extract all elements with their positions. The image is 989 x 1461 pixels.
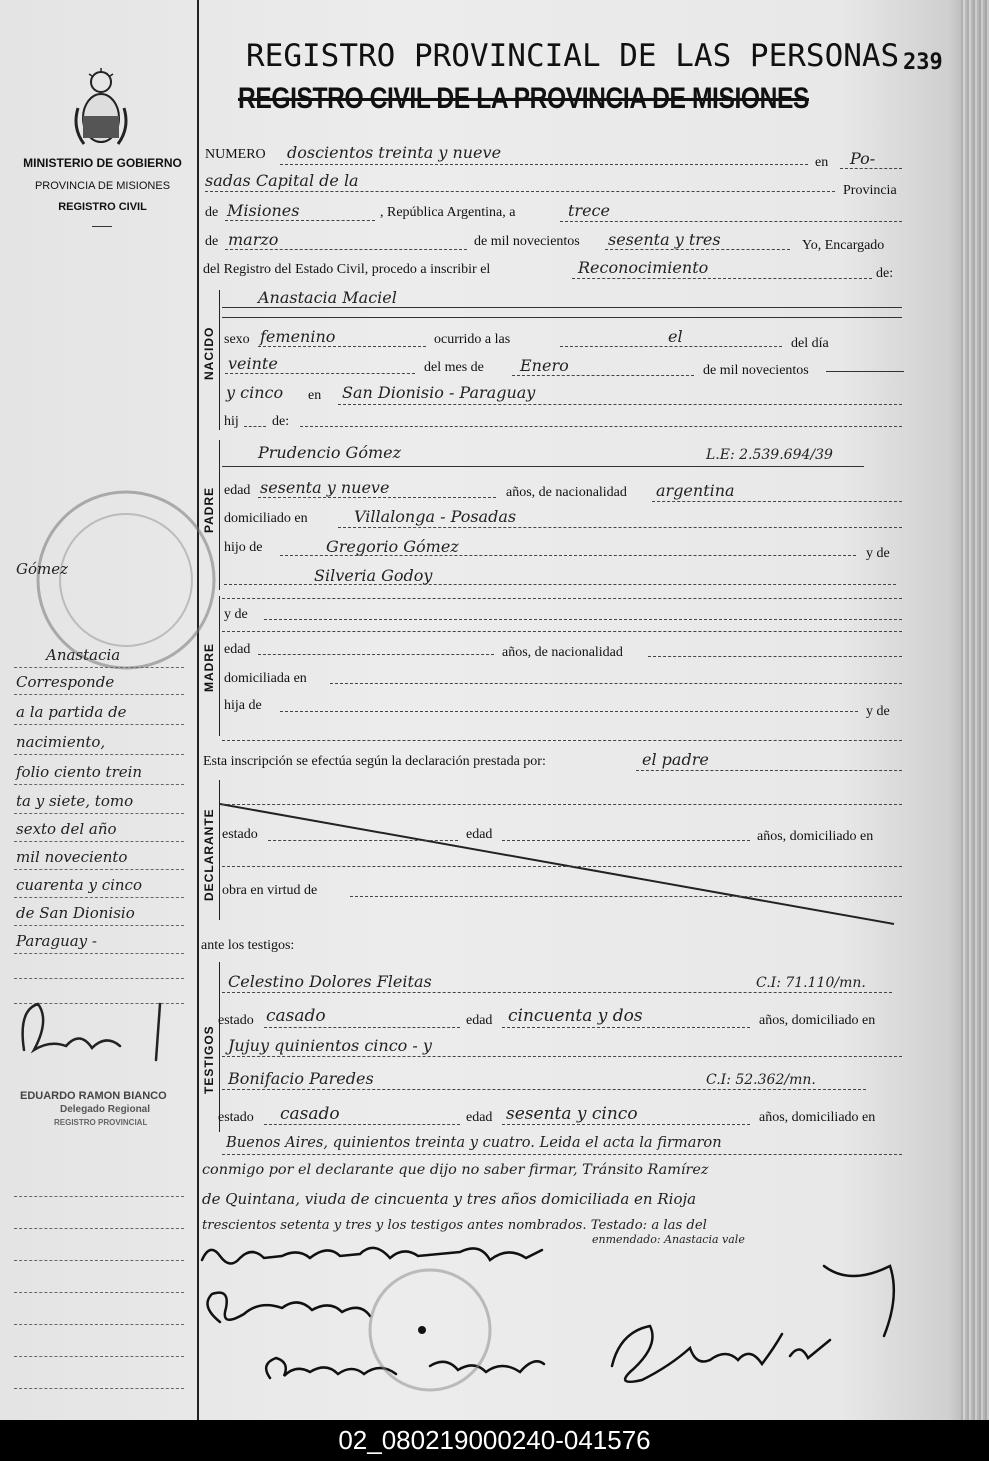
marg-rule	[14, 925, 184, 926]
rule	[350, 896, 902, 897]
margin-signature	[10, 990, 190, 1070]
margin-stamp-line3: REGISTRO PROVINCIAL	[54, 1118, 148, 1127]
footer-code: 02_080219000240-041576	[0, 1420, 989, 1461]
declarante-cancel-line	[220, 800, 900, 930]
round-stamp-2	[360, 1260, 500, 1400]
declarante-estado-label: estado	[222, 827, 258, 842]
act-value: Reconocimiento	[578, 258, 709, 277]
testigos-section-label: TESTIGOS	[202, 1025, 216, 1095]
t2-name: Bonifacio Paredes	[228, 1069, 374, 1088]
t2-doc: C.I: 52.362/mn.	[706, 1072, 816, 1088]
declarante-obra-label: obra en virtud de	[222, 883, 318, 898]
t2-estado-label: estado	[218, 1110, 254, 1125]
rule	[330, 683, 902, 684]
marg-rule	[14, 1324, 184, 1325]
rule	[280, 711, 858, 712]
madre-hija-label: hija de	[224, 698, 262, 713]
rule	[224, 584, 896, 585]
de-label: de	[205, 205, 219, 220]
marg-rule	[14, 897, 184, 898]
rule	[338, 404, 902, 405]
t1-anios-label: años, domiciliado en	[759, 1013, 876, 1028]
t1-name: Celestino Dolores Fleitas	[228, 972, 432, 991]
padre-dom-label: domiciliado en	[224, 511, 308, 526]
rule	[605, 249, 790, 250]
t1-dom: Jujuy quinientos cinco - y	[228, 1036, 432, 1055]
mes-value: Enero	[520, 356, 569, 375]
rule	[338, 527, 902, 528]
de-label-2: de	[205, 234, 219, 249]
madre-dom-label: domiciliada en	[224, 671, 307, 686]
city-value-a: Po-	[850, 149, 876, 168]
rule	[300, 426, 902, 427]
rule	[264, 1027, 460, 1028]
rule	[512, 375, 694, 376]
rule	[222, 1154, 902, 1155]
sexo-value: femenino	[260, 327, 336, 346]
marg-rule	[14, 754, 184, 755]
testigos-bracket	[219, 962, 220, 1132]
ocurrido-label: ocurrido a las	[434, 332, 511, 347]
marg-rule	[14, 1292, 184, 1293]
rule	[280, 555, 856, 556]
t1-estado: casado	[266, 1006, 326, 1026]
rule	[222, 317, 902, 318]
numero-value: doscientos treinta y nueve	[287, 143, 502, 162]
madre-nac-label: años, de nacionalidad	[502, 645, 623, 660]
registro-line: del Registro del Estado Civil, procedo a inscribir el	[203, 262, 491, 277]
declarante-anios-label: años, domiciliado en	[757, 829, 874, 844]
month-value: marzo	[228, 230, 279, 249]
marg-rule	[14, 694, 184, 695]
padre-doc: L.E: 2.539.694/39	[706, 447, 833, 463]
encargado-label: Yo, Encargado	[802, 238, 885, 253]
declarante-section-label: DECLARANTE	[202, 808, 216, 902]
margin-line-2: Anastacia	[46, 646, 121, 664]
sexo-label: sexo	[224, 332, 250, 347]
hij-de-label: de:	[272, 414, 290, 429]
rule	[268, 840, 458, 841]
rule	[280, 164, 808, 165]
rule	[264, 1124, 460, 1125]
margin-stamp-line1: EDUARDO RAMON BIANCO	[20, 1090, 167, 1102]
marg-rule	[14, 813, 184, 814]
ministry-line3: REGISTRO CIVIL	[58, 201, 147, 213]
padre-edad-value: sesenta y nueve	[260, 478, 390, 497]
nacido-day: veinte	[228, 354, 278, 373]
year-value: sesenta y tres	[608, 230, 721, 249]
padre-mother: Silveria Godoy	[314, 566, 433, 585]
page-number: 239	[903, 50, 943, 75]
padre-dom-value: Villalonga - Posadas	[354, 507, 517, 526]
rule	[258, 497, 496, 498]
t1-estado-label: estado	[218, 1013, 254, 1028]
t2-dom: Buenos Aires, quinientos treinta y cuatro. Leida el acta la firmaron	[226, 1134, 722, 1151]
province-value: Misiones	[227, 201, 300, 220]
mil-label: de mil novecientos	[703, 363, 809, 378]
struck-title: REGISTRO CIVIL DE LA PROVINCIA DE MISIONES	[238, 82, 809, 115]
rule	[222, 466, 864, 467]
el-value: el	[668, 327, 683, 346]
year-label: de mil novecientos	[474, 234, 580, 249]
marg-rule	[14, 1196, 184, 1197]
del-dia-label: del día	[791, 336, 829, 351]
margin-line-6: folio ciento trein	[16, 763, 143, 781]
t2-edad: sesenta y cinco	[506, 1104, 638, 1124]
signatures	[190, 1236, 910, 1416]
t1-edad: cincuenta y dos	[508, 1006, 643, 1026]
column-divider	[197, 0, 199, 1420]
rule	[225, 249, 467, 250]
margin-line-8: sexto del año	[16, 820, 117, 838]
republica-label: , República Argentina, a	[380, 205, 516, 220]
rule	[222, 307, 902, 308]
nacido-year: y cinco	[226, 383, 284, 402]
en-label: en	[815, 155, 829, 170]
t2-edad-label: edad	[466, 1110, 493, 1125]
margin-line-1: Gómez	[16, 560, 69, 578]
rule	[648, 656, 902, 657]
margin-line-3: Corresponde	[16, 673, 115, 691]
marg-rule	[14, 841, 184, 842]
margin-line-9: mil noveciento	[16, 848, 128, 866]
madre-y-de-end: y de	[866, 704, 890, 719]
nacido-name: Anastacia Maciel	[258, 288, 397, 307]
rule	[225, 373, 415, 374]
rule	[502, 1027, 750, 1028]
rule	[222, 866, 902, 867]
declarante-edad-label: edad	[466, 827, 493, 842]
margin-line-12: Paraguay -	[16, 932, 97, 950]
marg-rule	[14, 1260, 184, 1261]
madre-edad-label: edad	[224, 642, 251, 657]
ministry-dash	[92, 226, 112, 227]
t2-anios-label: años, domiciliado en	[759, 1110, 876, 1125]
closing-line-2: de Quintana, viuda de cincuenta y tres años domiciliada en Rioja	[202, 1190, 697, 1208]
rule	[840, 168, 902, 169]
rule	[225, 220, 375, 221]
marg-rule	[14, 1228, 184, 1229]
closing-line-4: enmendado: Anastacia vale	[592, 1233, 745, 1246]
margin-line-5: nacimiento,	[16, 733, 106, 751]
nacido-section-label: NACIDO	[202, 326, 216, 380]
margin-line-10: cuarenta y cinco	[16, 876, 142, 894]
t1-doc: C.I: 71.110/mn.	[756, 975, 866, 991]
rule	[222, 598, 902, 599]
marg-rule	[14, 1388, 184, 1389]
madre-section-label: MADRE	[202, 643, 216, 693]
coat-of-arms-icon	[72, 68, 130, 150]
padre-hijo-label: hijo de	[224, 540, 263, 555]
margin-stamp-line2: Delegado Regional	[60, 1104, 151, 1115]
numero-label: NUMERO	[205, 147, 266, 162]
day-value: trece	[568, 201, 610, 220]
city-value-b: sadas Capital de la	[205, 171, 359, 190]
ministry-line2: PROVINCIA DE MISIONES	[34, 180, 171, 192]
padre-y-de-label: y de	[866, 546, 890, 561]
closing-line-1: conmigo por el declarante que dijo no saber firmar, Tránsito Ramírez	[202, 1162, 709, 1178]
margin-line-4: a la partida de	[16, 703, 127, 721]
closing-line-3: trescientos setenta y tres y los testigos antes nombrados. Testado: a las del	[202, 1218, 707, 1233]
rule	[258, 346, 426, 347]
mes-label: del mes de	[424, 360, 484, 375]
margin-line-7: ta y siete, tomo	[16, 792, 134, 810]
rule	[222, 631, 902, 632]
madre-y-de-label: y de	[224, 607, 248, 622]
rule	[244, 426, 266, 427]
marg-rule	[14, 978, 184, 979]
rule	[560, 346, 782, 347]
rule	[502, 840, 750, 841]
rule	[258, 654, 494, 655]
marg-rule	[14, 953, 184, 954]
marg-rule	[14, 784, 184, 785]
rule	[502, 1124, 750, 1125]
ministry-line1: MINISTERIO DE GOBIERNO	[23, 156, 182, 170]
t1-edad-label: edad	[466, 1013, 493, 1028]
hij-label: hij	[224, 414, 239, 429]
declaracion-text: Esta inscripción se efectúa según la declaración prestada por:	[203, 754, 546, 769]
rule	[264, 619, 902, 620]
nacido-en-label: en	[308, 388, 322, 403]
padre-father: Gregorio Gómez	[326, 537, 459, 556]
rule	[205, 191, 835, 192]
rule	[222, 1089, 866, 1090]
rule	[826, 371, 904, 372]
padre-section-label: PADRE	[202, 486, 216, 534]
rule	[652, 501, 902, 502]
padre-nac-value: argentina	[656, 481, 735, 500]
t2-estado: casado	[280, 1104, 340, 1124]
rule	[222, 740, 902, 741]
rule	[222, 804, 902, 805]
padre-name: Prudencio Gómez	[258, 443, 402, 462]
padre-nac-label: años, de nacionalidad	[506, 485, 627, 500]
marg-rule	[14, 869, 184, 870]
margin-line-11: de San Dionisio	[16, 904, 135, 922]
marg-rule	[14, 724, 184, 725]
testigos-intro: ante los testigos:	[201, 938, 295, 953]
page-edge	[961, 0, 989, 1420]
rule	[636, 770, 902, 771]
marg-rule	[14, 1356, 184, 1357]
nacido-place: San Dionisio - Paraguay	[342, 383, 536, 402]
marg-rule	[14, 667, 184, 668]
padre-edad-label: edad	[224, 483, 251, 498]
rule	[572, 278, 872, 279]
de-colon: de:	[876, 266, 894, 281]
rule	[560, 221, 902, 222]
provincia-label: Provincia	[843, 183, 897, 198]
rule	[222, 1056, 902, 1057]
nacido-bracket	[219, 290, 220, 430]
declaracion-value: el padre	[642, 750, 709, 769]
header-title: REGISTRO PROVINCIAL DE LAS PERSONAS	[246, 38, 900, 74]
rule	[222, 992, 892, 993]
